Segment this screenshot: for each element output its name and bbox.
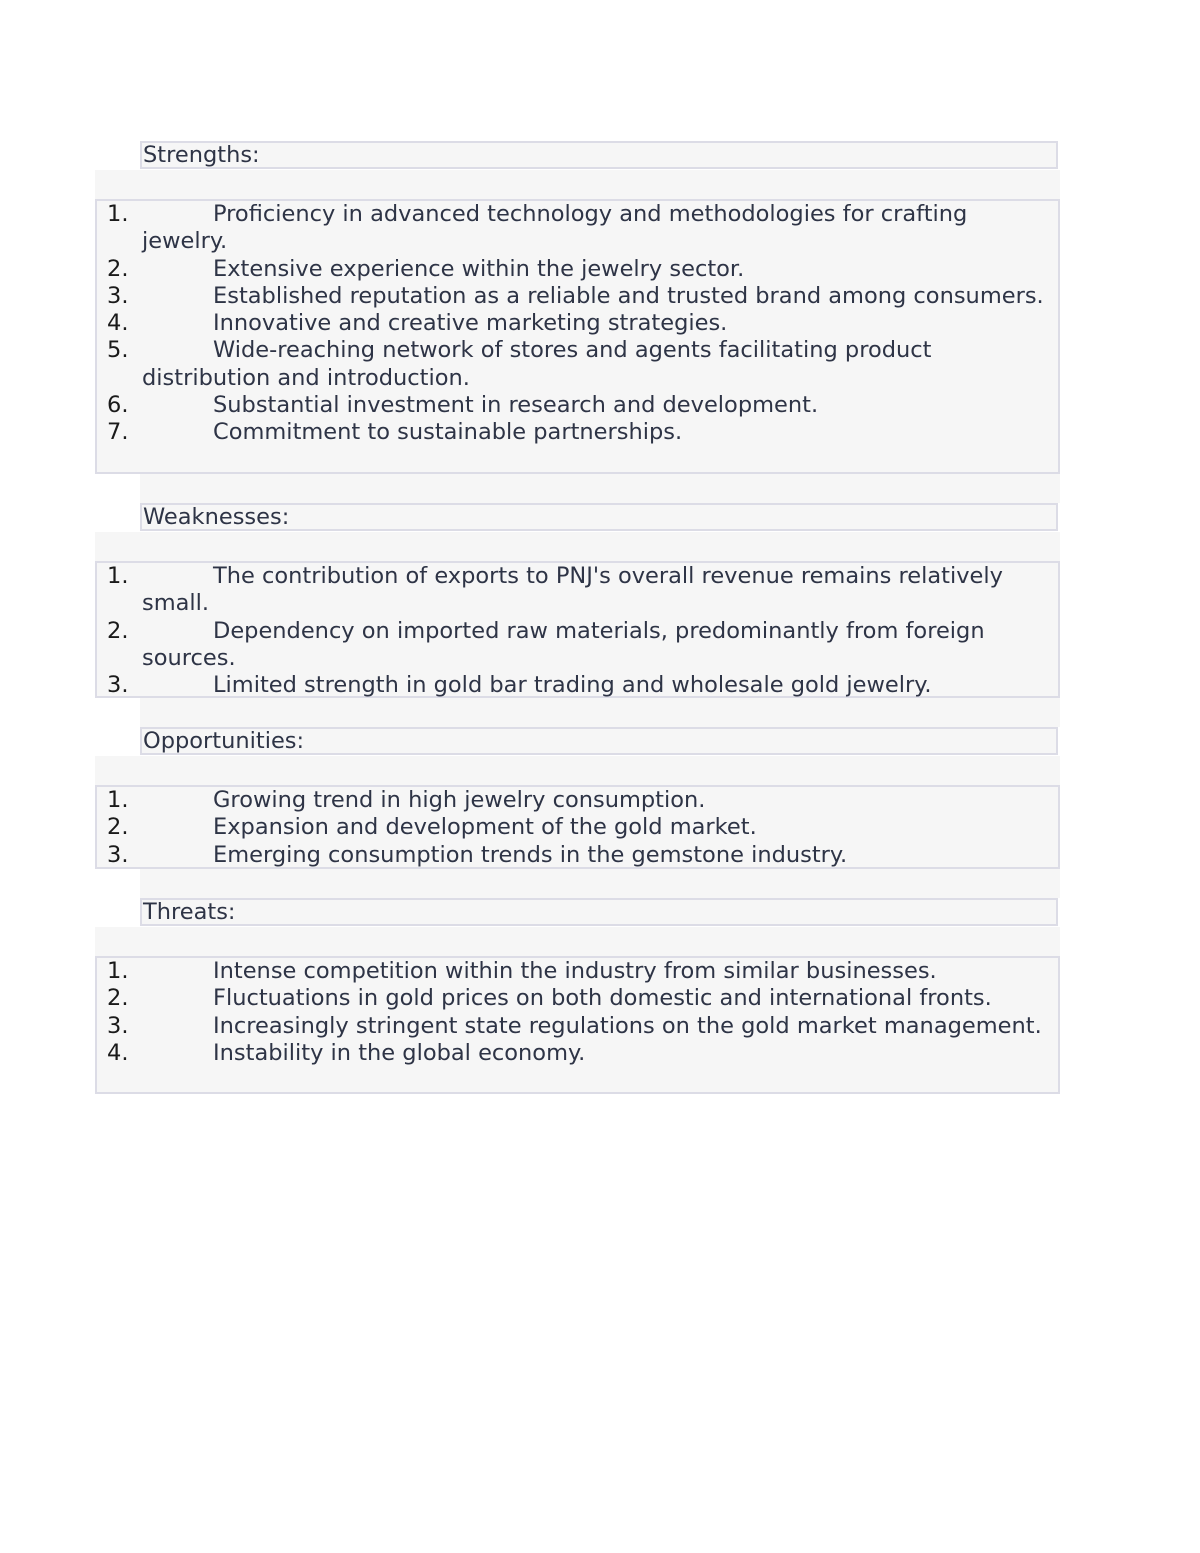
list-threats	[95, 956, 1060, 1094]
list-item-text: Instability in the global economy.	[213, 1039, 586, 1066]
list-number: 3.	[107, 1012, 129, 1039]
section-gap	[140, 698, 1060, 727]
list-item	[97, 563, 1048, 618]
section-gap	[95, 170, 1060, 199]
list-number: 3.	[107, 672, 129, 699]
list-item	[97, 1013, 1048, 1040]
list-item-text: Expansion and development of the gold market.	[213, 814, 757, 841]
section-gap	[140, 474, 1060, 503]
list-item	[97, 842, 1048, 869]
section-gap	[95, 532, 1060, 561]
list-item-text: Established reputation as a reliable and trusted brand among consumers.	[213, 282, 1044, 309]
list-item	[97, 672, 1048, 699]
list-number: 2.	[107, 814, 129, 841]
list-item-text: Substantial investment in research and development.	[213, 392, 819, 419]
list-item	[97, 310, 1048, 337]
list-item-text: Fluctuations in gold prices on both domestic and international fronts.	[213, 985, 992, 1012]
list-item	[97, 1040, 1048, 1067]
list-number: 1.	[107, 958, 129, 984]
list-item-text: Growing trend in high jewelry consumption.	[213, 787, 706, 813]
list-item-text: Increasingly stringent state regulations on the gold market management.	[213, 1012, 1042, 1039]
list-item	[97, 814, 1048, 841]
list-number: 5.	[107, 337, 129, 364]
list-number: 4.	[107, 1039, 129, 1066]
list-number: 3.	[107, 282, 129, 309]
list-item	[97, 787, 1048, 814]
list-number: 4.	[107, 310, 129, 337]
list-item-text: Limited strength in gold bar trading and wholesale gold jewelry.	[213, 672, 932, 699]
section-heading-weaknesses: Weaknesses:	[140, 503, 1058, 531]
list-item-text: Innovative and creative marketing strategies.	[213, 310, 728, 337]
list-number: 1.	[107, 201, 129, 227]
list-number: 1.	[107, 787, 129, 813]
list-number: 2.	[107, 617, 129, 644]
list-item	[97, 985, 1048, 1012]
list-item	[97, 337, 1048, 392]
list-item-text: Intense competition within the industry from similar businesses.	[213, 958, 937, 984]
list-number: 6.	[107, 392, 129, 419]
list-number: 1.	[107, 563, 129, 589]
list-item	[97, 201, 1048, 256]
list-item-text: Wide-reaching network of stores and agents facilitating product distribution and introduction.	[142, 337, 932, 391]
list-item-text: Extensive experience within the jewelry sector.	[213, 255, 745, 282]
list-item	[97, 256, 1048, 283]
list-item	[97, 392, 1048, 419]
list-item-text: Proficiency in advanced technology and methodologies for crafting jewelry.	[142, 201, 968, 255]
list-item-text: Dependency on imported raw materials, predominantly from foreign sources.	[142, 617, 985, 671]
section-heading-opportunities: Opportunities:	[140, 727, 1058, 755]
section-gap	[95, 927, 1060, 956]
list-item	[97, 618, 1048, 673]
list-item-text: The contribution of exports to PNJ's overall revenue remains relatively small.	[142, 563, 1003, 617]
list-item	[97, 958, 1048, 985]
list-item-text: Emerging consumption trends in the gemstone industry.	[213, 841, 848, 868]
list-opportunities	[95, 785, 1060, 869]
list-number: 2.	[107, 255, 129, 282]
section-gap	[95, 756, 1060, 785]
section-heading-strengths: Strengths:	[140, 141, 1058, 169]
list-item	[97, 419, 1048, 446]
list-item	[97, 283, 1048, 310]
list-weaknesses	[95, 561, 1060, 698]
list-number: 2.	[107, 985, 129, 1012]
list-item-text: Commitment to sustainable partnerships.	[213, 419, 683, 446]
list-number: 7.	[107, 419, 129, 446]
section-gap	[140, 869, 1060, 898]
list-number: 3.	[107, 841, 129, 868]
section-heading-threats: Threats:	[140, 898, 1058, 926]
list-strengths	[95, 199, 1060, 474]
